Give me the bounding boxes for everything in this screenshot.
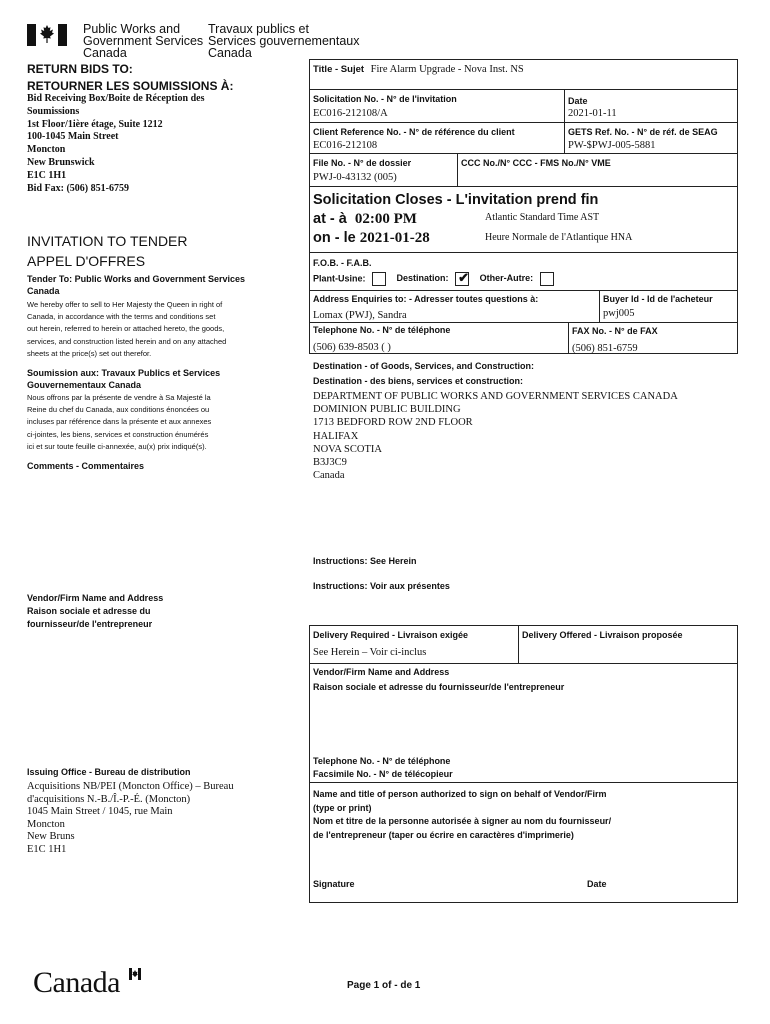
vendor-telephone-label: Telephone No. - N° de téléphone bbox=[313, 756, 451, 766]
delivery-required-value: See Herein – Voir ci-inclus bbox=[313, 647, 427, 658]
other-checkbox[interactable] bbox=[540, 272, 554, 286]
title-field: Title - Sujet Fire Alarm Upgrade - Nova Inst. NS bbox=[313, 64, 524, 75]
tender-to-text: We hereby offer to sell to Her Majesty the Queen in right of Canada, in accordance with the terms and conditions set out herein, referred to herein or attached hereto, the goods, services, and construction listed herein and on any attached sheets at the price(s) set out therefor. bbox=[27, 300, 227, 358]
vendor-name-label-fr: Raison sociale et adresse du fournisseur/de l'entrepreneur bbox=[313, 682, 565, 692]
department-name-fr: Travaux publics et Services gouvernementaux Canada bbox=[208, 22, 360, 60]
page-number: Page 1 of - de 1 bbox=[347, 980, 421, 991]
date-label: Date bbox=[568, 96, 588, 106]
maple-leaf-icon bbox=[40, 25, 54, 45]
return-bids-title: RETURN BIDS TO: RETOURNER LES SOUMISSIONS À: bbox=[27, 62, 234, 93]
fob-options: Plant-Usine: Destination: ✔ Other-Autre: bbox=[313, 272, 554, 286]
gets-reference-value: PW-$PWJ-005-5881 bbox=[568, 140, 656, 151]
canada-flag-icon bbox=[27, 24, 67, 46]
ccc-number-label: CCC No./N° CCC - FMS No./N° VME bbox=[461, 158, 611, 168]
vendor-name-field[interactable] bbox=[313, 697, 733, 749]
delivery-required-label: Delivery Required - Livraison exigée bbox=[313, 630, 469, 640]
fax-value: (506) 851-6759 bbox=[572, 343, 638, 354]
soumission-label: Soumission aux: Travaux Publics et Services Gouvernementaux Canada bbox=[27, 368, 221, 390]
department-name-en: Public Works and Government Services Canada bbox=[83, 22, 204, 60]
telephone-value: (506) 639-8503 ( ) bbox=[313, 342, 391, 353]
destination-checkbox[interactable]: ✔ bbox=[455, 272, 469, 286]
fax-label: FAX No. - N° de FAX bbox=[572, 326, 658, 336]
closing-time: at - à 02:00 PM bbox=[313, 211, 417, 227]
client-reference-value: EC016-212108 bbox=[313, 140, 378, 151]
signature-label: Signature bbox=[313, 879, 355, 889]
address-enquiries-value: Lomax (PWJ), Sandra bbox=[313, 310, 407, 321]
instructions-fr: Instructions: Voir aux présentes bbox=[313, 581, 450, 591]
authorized-signer-label: Name and title of person authorized to sign on behalf of Vendor/Firm (type or print) Nom et titre de la personne autorisée à signer au nom du fournisseur/ de l'entrepreneur (taper ou écrire en caractères d'imprimerie) bbox=[313, 789, 612, 840]
invitation-title: INVITATION TO TENDER APPEL D'OFFRES bbox=[27, 233, 188, 269]
destination-address: DEPARTMENT OF PUBLIC WORKS AND GOVERNMENT SERVICES CANADA DOMINION PUBLIC BUILDING 1713 BEDFORD ROW 2ND FLOOR HALIFAX NOVA SCOTIA B3J3C9 Canada bbox=[313, 391, 678, 482]
vendor-firm-label-left: Vendor/Firm Name and Address Raison sociale et adresse du fournisseur/de l'entrepreneur bbox=[27, 593, 164, 629]
telephone-label: Telephone No. - N° de téléphone bbox=[313, 325, 451, 335]
fob-label: F.O.B. - F.A.B. bbox=[313, 258, 372, 268]
closing-date: on - le 2021-01-28 bbox=[313, 230, 430, 246]
client-reference-label: Client Reference No. - N° de référence du client bbox=[313, 127, 515, 137]
instructions-en: Instructions: See Herein bbox=[313, 556, 417, 566]
timezone-fr: Heure Normale de l'Atlantique HNA bbox=[485, 232, 633, 243]
wordmark-flag-icon bbox=[129, 968, 141, 980]
date-value: 2021-01-11 bbox=[568, 108, 617, 119]
solicitation-number-label: Solicitation No. - N° de l'invitation bbox=[313, 94, 457, 104]
file-number-label: File No. - N° de dossier bbox=[313, 158, 412, 168]
file-number-value: PWJ-0-43132 (005) bbox=[313, 172, 397, 183]
issuing-office-label: Issuing Office - Bureau de distribution bbox=[27, 767, 191, 777]
plant-checkbox[interactable] bbox=[372, 272, 386, 286]
canada-wordmark: Canada bbox=[33, 966, 120, 1002]
delivery-offered-label: Delivery Offered - Livraison proposée bbox=[522, 630, 683, 640]
signature-date-label: Date bbox=[587, 879, 607, 889]
address-enquiries-label: Address Enquiries to: - Adresser toutes questions à: bbox=[313, 294, 539, 304]
destination-goods-label-fr: Destination - des biens, services et construction: bbox=[313, 376, 524, 386]
tender-to-label: Tender To: Public Works and Government Services Canada bbox=[27, 274, 246, 296]
vendor-name-label-en: Vendor/Firm Name and Address bbox=[313, 667, 450, 677]
comments-label: Comments - Commentaires bbox=[27, 461, 145, 471]
solicitation-number-value: EC016-212108/A bbox=[313, 108, 388, 119]
soumission-text: Nous offrons par la présente de vendre à Sa Majesté la Reine du chef du Canada, aux conditions énoncées ou incluses par référence dans la présente et aux annexes ci-jointes, les biens, services et construction énumérés ici et sur toute feuille ci-annexée, au(x) prix indiqué(s). bbox=[27, 393, 212, 451]
solicitation-closes-title: Solicitation Closes - L'invitation prend fin bbox=[313, 192, 599, 208]
destination-goods-label-en: Destination - of Goods, Services, and Construction: bbox=[313, 361, 535, 371]
gets-reference-label: GETS Ref. No. - N° de réf. de SEAG bbox=[568, 127, 718, 137]
timezone-en: Atlantic Standard Time AST bbox=[485, 212, 600, 223]
return-bids-address: Bid Receiving Box/Boite de Réception des Soumissions 1st Floor/1ière étage, Suite 1212 100-1045 Main Street Moncton New Brunswick E1C 1H1 Bid Fax: (506) 851-6759 bbox=[27, 93, 205, 194]
issuing-office-address: Acquisitions NB/PEI (Moncton Office) – Bureau d'acquisitions N.-B./Î.-P.-É. (Moncton) 1045 Main Street / 1045, rue Main Moncton New Bruns E1C 1H1 bbox=[27, 781, 234, 855]
vendor-facsimile-label: Facsimile No. - N° de télécopieur bbox=[313, 769, 453, 779]
buyer-id-label: Buyer Id - Id de l'acheteur bbox=[603, 294, 713, 304]
authorized-signer-field[interactable] bbox=[313, 845, 733, 871]
buyer-id-value: pwj005 bbox=[603, 308, 635, 319]
